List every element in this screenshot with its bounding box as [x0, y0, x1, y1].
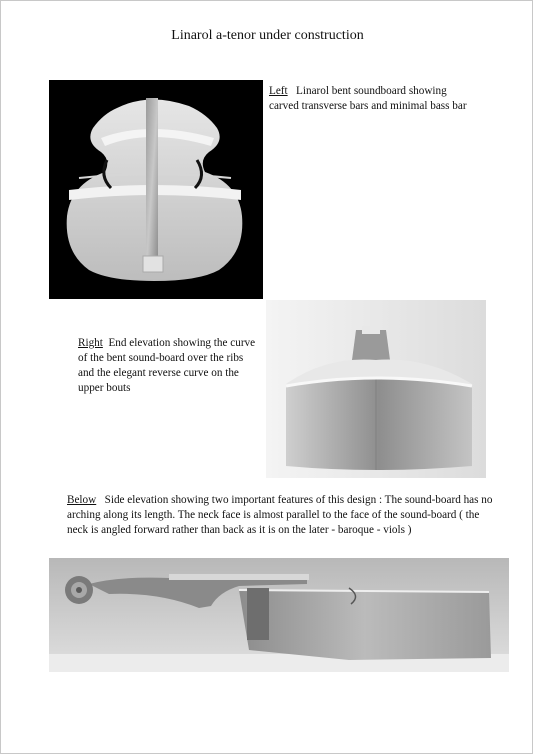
caption-right-label: Right — [78, 337, 103, 349]
side-elevation-photo — [49, 558, 509, 672]
caption-right-text: End elevation showing the curve of the bent sound-board over the ribs and the elegant reverse curve on the upper bouts — [78, 337, 256, 394]
caption-left-text: Linarol bent soundboard showing carved transverse bars and minimal bass bar — [269, 85, 467, 112]
page-title: Linarol a-tenor under construction — [171, 28, 364, 43]
caption-below-text: Side elevation showing two important features of this design : The sound-board has no arching along its length. The neck face is almost parallel to the face of the sound-board ( the neck is angled forward rather than back as it is on the later - baroque - viols ) — [67, 494, 493, 536]
caption-below-label: Below — [67, 494, 97, 506]
caption-right — [78, 336, 260, 396]
end-elevation-photo — [266, 300, 486, 478]
caption-left-label: Left — [269, 85, 288, 97]
caption-left — [269, 84, 469, 114]
soundboard-photo — [49, 80, 263, 299]
caption-below — [67, 493, 497, 538]
